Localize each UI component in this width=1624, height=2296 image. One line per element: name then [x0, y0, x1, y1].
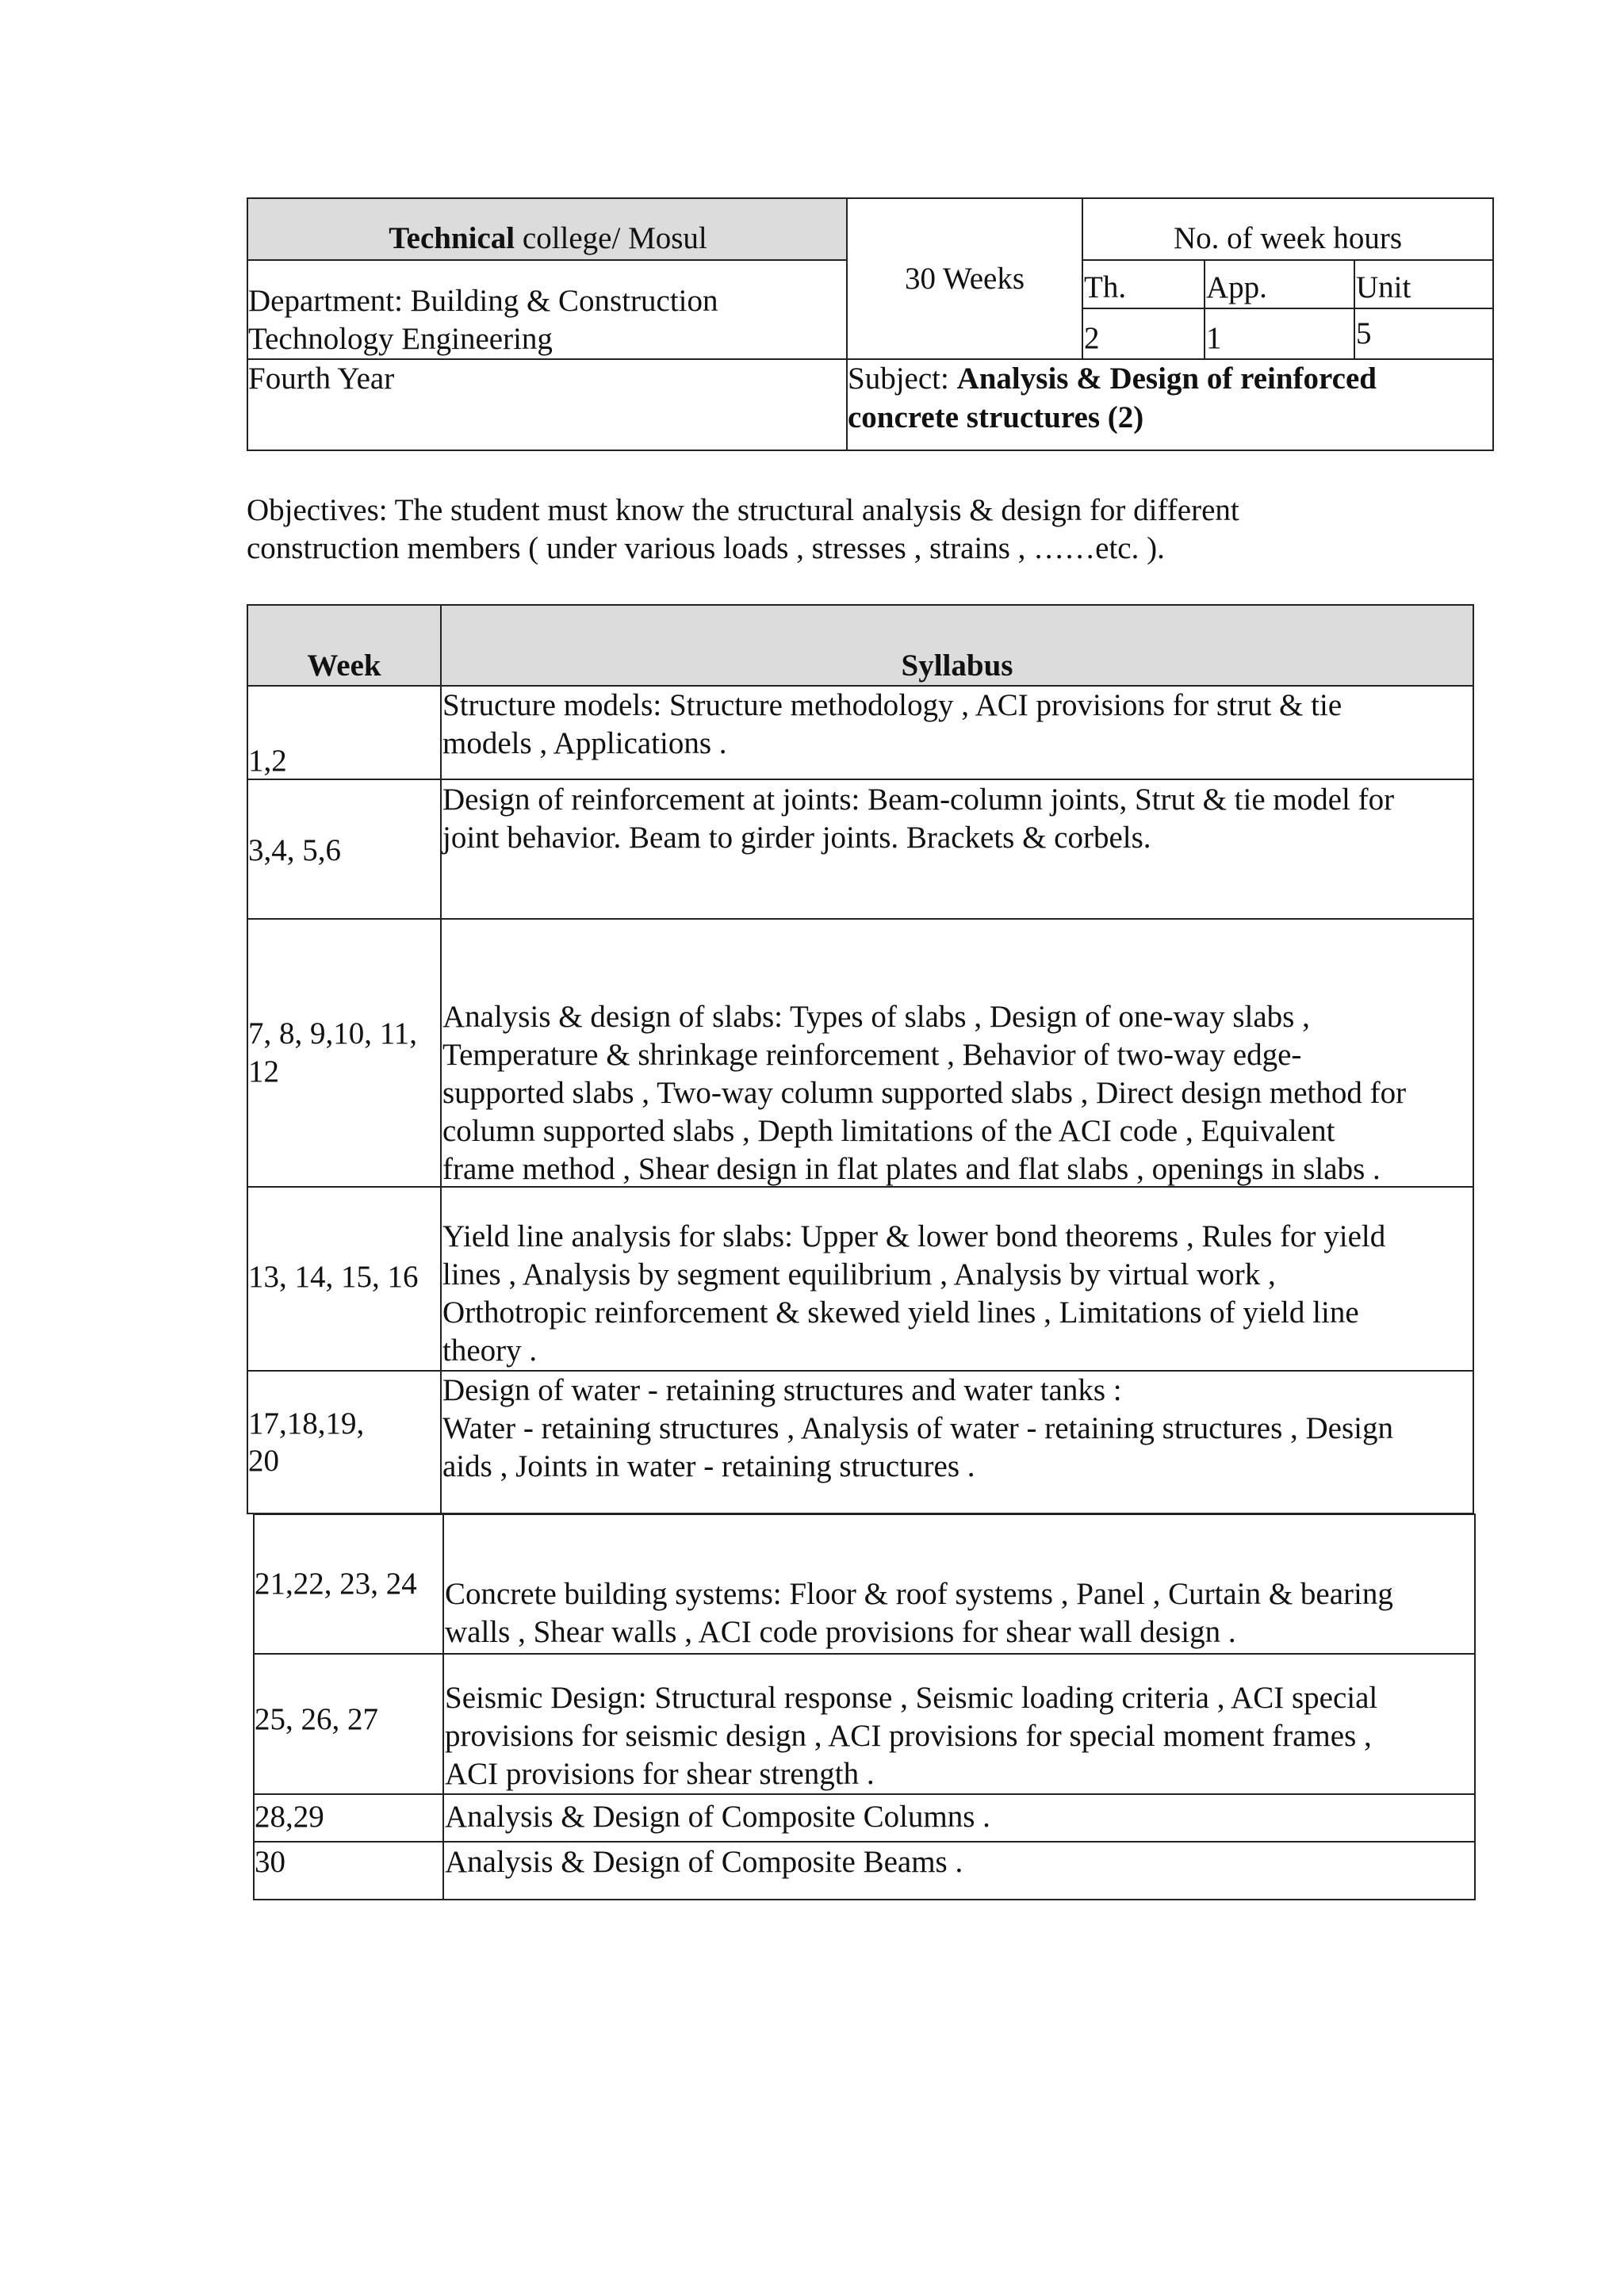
header-border-bottom [247, 450, 1494, 451]
row-9-text-1: Analysis & Design of Composite Beams . [445, 1845, 963, 1879]
row-3-text-3: supported slabs , Two-way column supported slabs , Direct design method for [442, 1076, 1407, 1110]
college-name-rest: college/ Mosul [515, 221, 707, 255]
row-5-week-2: 20 [248, 1444, 279, 1478]
college-name [248, 220, 848, 258]
subject-title-line-1: Analysis & Design of reinforced [956, 362, 1377, 396]
hours-val-app: 1 [1206, 321, 1222, 355]
syllabus-rule-2 [247, 779, 1474, 780]
row-4-text-2: lines , Analysis by segment equilibrium , Analysis by virtual work , [442, 1257, 1276, 1292]
row-5-text-3: aids , Joints in water - retaining structures . [442, 1449, 975, 1483]
row-5-week-1: 17,18,19, [248, 1406, 365, 1441]
hours-col-th: Th. [1084, 270, 1127, 304]
row-3-text-1: Analysis & design of slabs: Types of slabs , Design of one-way slabs , [442, 1000, 1310, 1034]
hours-col-app: App. [1206, 270, 1267, 304]
row-9-week: 30 [255, 1845, 285, 1879]
syllabus-head-syllabus: Syllabus [901, 649, 1013, 683]
syllabus-rule-3 [247, 918, 1474, 920]
row-4-text-3: Orthotropic reinforcement & skewed yield lines , Limitations of yield line [442, 1295, 1359, 1330]
syllabus-right-border [1473, 604, 1474, 1514]
row-2-text-2: joint behavior. Beam to girder joints. Brackets & corbels. [442, 821, 1151, 855]
college-name-bold: Technical [389, 221, 515, 255]
header-divider-h-left [247, 259, 847, 261]
weeks-count: 30 Weeks [904, 262, 1025, 296]
year-label: Fourth Year [248, 362, 395, 396]
row-4-text-1: Yield line analysis for slabs: Upper & lower bond theorems , Rules for yield [442, 1219, 1386, 1253]
subject-line-1 [848, 360, 1377, 398]
objectives-line-1: Objectives: The student must know the structural analysis & design for different [247, 493, 1239, 527]
row-1-text-2: models , Applications . [442, 726, 727, 760]
row-6-text-2: walls , Shear walls , ACI code provisions for shear wall design . [445, 1615, 1236, 1649]
syllabus-mid-border [440, 604, 442, 1514]
row-3-text-2: Temperature & shrinkage reinforcement , Behavior of two-way edge- [442, 1038, 1302, 1072]
row-4-text-4: theory . [442, 1334, 538, 1368]
row-5-text-1: Design of water - retaining structures and water tanks : [442, 1373, 1122, 1407]
syllabus-head-week: Week [307, 649, 381, 683]
header-divider-v4 [1354, 259, 1355, 360]
syllabus2-rule-4 [253, 1899, 1476, 1900]
syllabus2-top-border [253, 1513, 1476, 1515]
row-7-text-1: Seismic Design: Structural response , Seismic loading criteria , ACI special [445, 1681, 1378, 1715]
row-3-week-1: 7, 8, 9,10, 11, [248, 1016, 418, 1050]
hours-col-unit: Unit [1356, 270, 1411, 304]
header-border-right [1492, 197, 1494, 451]
row-1-text-1: Structure models: Structure methodology , ACI provisions for strut & tie [442, 688, 1342, 722]
syllabus2-rule-1 [253, 1653, 1476, 1655]
row-3-week-2: 12 [248, 1054, 279, 1089]
row-7-text-2: provisions for seismic design , ACI provisions for special moment frames , [445, 1719, 1372, 1753]
header-divider-h-right1 [1082, 259, 1494, 261]
hours-val-th: 2 [1084, 321, 1100, 355]
row-7-week: 25, 26, 27 [255, 1702, 378, 1736]
row-8-text-1: Analysis & Design of Composite Columns . [445, 1800, 990, 1834]
week-hours-title: No. of week hours [1173, 221, 1403, 255]
row-5-text-2: Water - retaining structures , Analysis of water - retaining structures , Design [442, 1411, 1394, 1445]
department-line-1: Department: Building & Construction [248, 284, 718, 318]
row-7-text-3: ACI provisions for shear strength . [445, 1757, 875, 1791]
subject-label: Subject: [848, 362, 957, 396]
row-1-week: 1,2 [248, 744, 287, 778]
row-6-week: 21,22, 23, 24 [255, 1567, 417, 1601]
department-line-2: Technology Engineering [248, 322, 553, 356]
syllabus2-rule-3 [253, 1841, 1476, 1843]
row-3-text-4: column supported slabs , Depth limitations of the ACI code , Equivalent [442, 1114, 1335, 1148]
syllabus2-rule-2 [253, 1793, 1476, 1795]
row-8-week: 28,29 [255, 1800, 324, 1834]
row-6-text-1: Concrete building systems: Floor & roof systems , Panel , Curtain & bearing [445, 1577, 1393, 1611]
row-2-text-1: Design of reinforcement at joints: Beam-column joints, Strut & tie model for [442, 783, 1395, 817]
row-3-text-5: frame method , Shear design in flat plates and flat slabs , openings in slabs . [442, 1152, 1381, 1186]
row-4-week: 13, 14, 15, 16 [248, 1260, 419, 1294]
syllabus-top-border [247, 604, 1474, 606]
header-divider-h-right2 [1082, 308, 1494, 309]
subject-title-line-2: concrete structures (2) [848, 400, 1144, 434]
header-divider-v3 [1204, 259, 1205, 360]
objectives-line-2: construction members ( under various loads , stresses , strains , ……etc. ). [247, 531, 1165, 565]
row-2-week: 3,4, 5,6 [248, 833, 341, 867]
header-border-top [247, 197, 1494, 199]
hours-val-unit: 5 [1356, 316, 1372, 350]
